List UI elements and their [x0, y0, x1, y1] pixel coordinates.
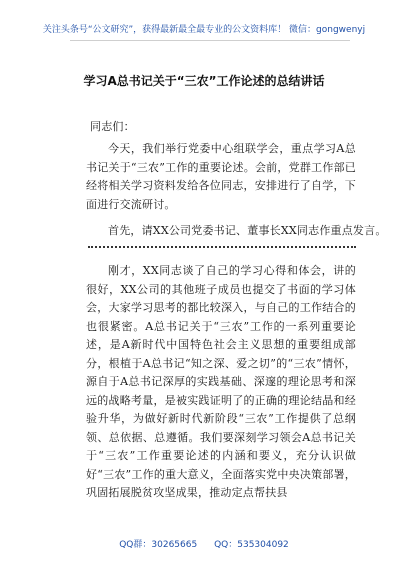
footer-qq-group: QQ群：30265665 [119, 540, 198, 550]
header-notice: 关注头条号“公文研究”，获得最新最全最专业的公文资料库！ 微信：gongwenyj [42, 25, 366, 35]
header-divider [70, 40, 350, 41]
paragraph-speaker-intro: 首先，请XX公司党委书记、董事长XX同志作重点发言。 [108, 224, 387, 237]
dotted-separator [88, 246, 356, 248]
footer-qq: QQ：535304092 [214, 540, 289, 550]
document-title: 学习A总书记关于“三农”工作论述的总结讲话 [83, 74, 325, 88]
footer-contact [0, 537, 408, 550]
salutation: 同志们： [90, 120, 135, 133]
paragraph-opening: 今天，我们举行党委中心组联学会，重点学习A总书记关于“三农”工作的重要论述。会前，党群工作部已经将相关学习资料发给各位同志，安排进行了自学，下面进行交流研讨。 [86, 142, 356, 211]
paragraph-summary: 刚才，XX同志谈了自己的学习心得和体会，讲的很好，XX公司的其他班子成员也提交了书面的学习体会，大家学习思考的都比较深入，与自己的工作结合的也很紧密。A总书记关于“三农”工作的一系列重要论述，是A新时代中国特色社会主义思想的重要组成部分，根植于A总书记“知之深、爱之切”的“三农”情怀，源自于A总书记深厚的实践基础、深邃的理论思考和深远的战略考量，是被实践证明了的正确的理论结晶和经验升华，为做好新时代新阶段“三农”工作提供了总纲领、总依据、总遵循。我们要深刻学习领会A总书记关于“三农”工作重要论述的内涵和要义，充分认识做好“三农”工作的重大意义，全面落实党中央决策部署，巩固拓展脱贫攻坚成果，推动定点帮扶县 [86, 264, 356, 499]
